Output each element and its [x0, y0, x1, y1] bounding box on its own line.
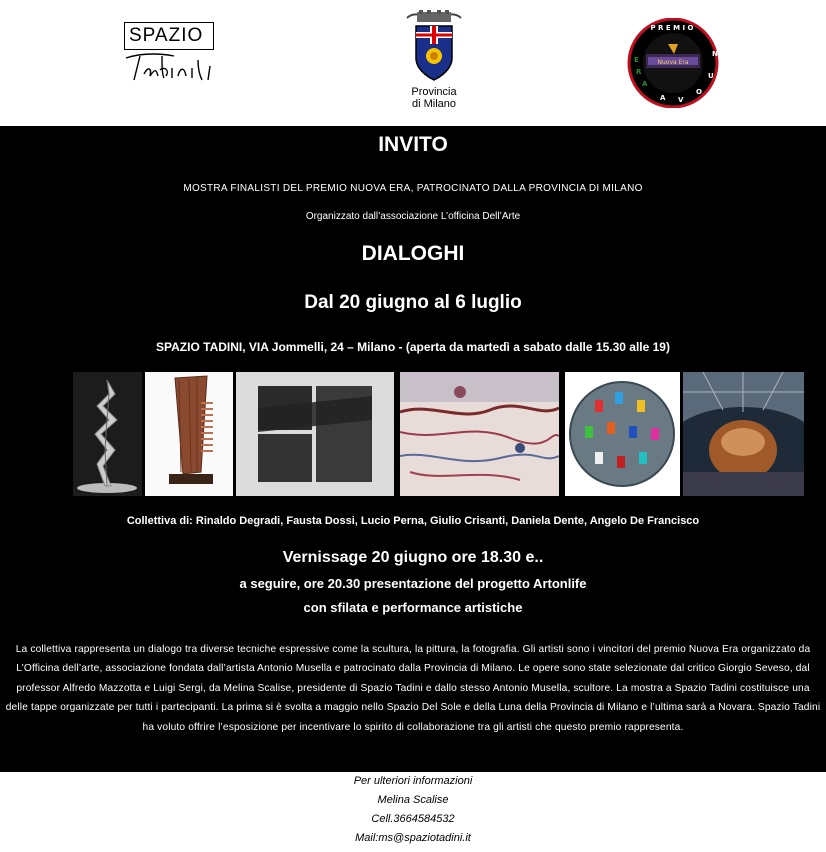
tadini-signature-icon — [124, 48, 216, 84]
artists-list: Collettiva di: Rinaldo Degradi, Fausta Dossi, Lucio Perna, Giulio Crisanti, Daniela Dente, Angelo De Francisco — [126, 515, 700, 527]
exhibition-description: La collettiva rappresenta un dialogo tra diverse tecniche espressive come la scultura, la pittura, la fotografia. Gli artisti sono i vincitori del premio Nuova Era organizzato da L’Officina dell’arte, associazione fondata dall’artista Antonio Musella e patrocinato dalla Provincia di Milano. Le opere sono state selezionate dal critico Giorgio Seveso, dal professor Alfredo Mazzotta e Luigi Sergi, da Melina Scalise, presidente di Spazio Tadini e dallo stesso Antonio Musella, scultore. La mostra a Spazio Tadini costituisce una delle tappe organizzate per tutti i partecipanti. La prima si è svolta a maggio nello Spazio Del Sole e della Luna della Provincia di Milano e l’ultima sarà a Novara. Spazio Tadini ha voluto offrire l’esposizione per incentivare lo spirito di collaborazione tra gli artisti che questo premio rappresenta. — [5, 644, 821, 733]
vernissage-line: Vernissage 20 giugno ore 18.30 e.. — [282, 549, 544, 566]
svg-text:U: U — [708, 72, 714, 80]
performance-line: con sfilata e performance artistiche — [303, 600, 523, 615]
header — [0, 0, 826, 126]
svg-text:A: A — [660, 94, 666, 102]
svg-text:N: N — [712, 50, 718, 58]
svg-text:O: O — [696, 88, 702, 96]
artwork-wooden-sculpture-icon — [145, 372, 233, 496]
contact-phone: Cell.3664584532 — [371, 813, 455, 825]
contact-name: Melina Scalise — [377, 794, 449, 806]
artwork-metal-panels-icon — [236, 372, 394, 496]
artwork-cars-circle-icon — [565, 372, 680, 496]
exhibition-title: DIALOGHI — [361, 242, 465, 265]
provincia-caption-line2: di Milano — [411, 98, 457, 110]
invite-title: INVITO — [378, 133, 448, 156]
exhibition-venue: SPAZIO TADINI, VIA Jommelli, 24 – Milano - (aperta da martedì a sabato dalle 15.30 alle 19) — [156, 340, 670, 354]
artwork-abstract-painting-icon — [400, 372, 559, 496]
invitation-body — [0, 126, 826, 772]
invite-subtitle: MOSTRA FINALISTI DEL PREMIO NUOVA ERA, PATROCINATO DALLA PROVINCIA DI MILANO — [183, 183, 643, 194]
contact-email[interactable]: Mail:ms@spaziotadini.it — [355, 832, 471, 844]
svg-text:R: R — [636, 68, 642, 76]
spazio-tadini-logo-word: SPAZIO — [129, 25, 204, 46]
provincia-di-milano-logo — [403, 10, 465, 116]
artwork-galleria-dome-icon — [683, 372, 804, 496]
exhibition-dates: Dal 20 giugno al 6 luglio — [304, 292, 522, 313]
follow-up-line: a seguire, ore 20.30 presentazione del progetto Artonlife — [239, 576, 587, 591]
artwork-twisted-sculpture-icon — [73, 372, 142, 496]
svg-text:P R E M I O: P R E M I O — [650, 24, 694, 32]
premio-nuova-era-logo — [626, 18, 720, 108]
svg-text:E: E — [634, 56, 639, 64]
svg-text:V: V — [678, 96, 684, 104]
contact-footer — [0, 772, 826, 852]
spazio-tadini-logo — [124, 22, 214, 86]
provincia-crest-icon — [403, 10, 465, 86]
premio-badge-center-text: Nuova Era — [657, 59, 689, 66]
artworks-strip — [0, 372, 826, 496]
spazio-tadini-logo-box — [124, 22, 214, 50]
premio-nuova-era-badge-icon — [626, 18, 720, 108]
info-label: Per ulteriori informazioni — [353, 775, 473, 787]
provincia-caption-line1: Provincia — [411, 86, 457, 98]
invite-organizer: Organizzato dall’associazione L’officina Dell’Arte — [305, 211, 521, 222]
svg-text:A: A — [642, 80, 648, 88]
